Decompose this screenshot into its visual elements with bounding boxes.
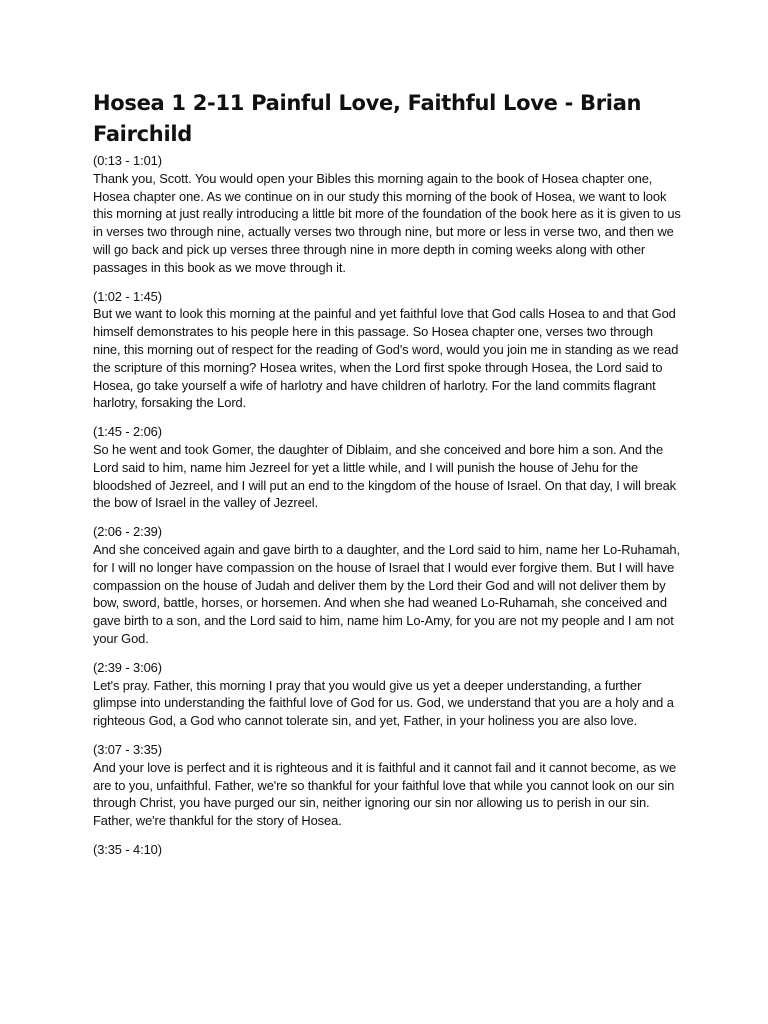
timestamp: (3:35 - 4:10) (93, 841, 162, 857)
timestamp: (3:07 - 3:35) (93, 741, 162, 757)
timestamp: (2:06 - 2:39) (93, 524, 162, 540)
transcript-paragraph: Thank you, Scott. You would open your Bibles this morning again to the book of Hosea chapter one, Hosea chapter one. As we continue on in our study this morning of the book of Hosea, we want to look this morning at just really introducing a little bit more of the foundation of the book here as it is given to us in verses two through nine, actually verses two through nine, but more or less in verse two, and then we will go back and pick up verses three through nine in more depth in coming weeks along with other passages in this book as we move through it. (93, 170, 681, 275)
transcript-paragraph: Let's pray. Father, this morning I pray that you would give us yet a deeper understanding, a further glimpse into understanding the faithful love of God for us. God, we understand that you are a holy and a righteous God, a God who cannot tolerate sin, and yet, Father, in your holiness you are also love. (93, 677, 674, 729)
timestamp: (0:13 - 1:01) (93, 153, 162, 168)
document-title: Hosea 1 2-11 Painful Love, Faithful Love - Brian Fairchild (93, 91, 642, 146)
transcript-paragraph: And she conceived again and gave birth to a daughter, and the Lord said to him, name her Lo-Ruhamah, for I will no longer have compassion on the house of Israel that I would ever forgive them. But I will have compassion on the house of Judah and deliver them by the Lord their God and will not deliver them by bow, sword, battle, horses, or horsemen. And when she had weaned Lo-Ruhamah, she conceived and gave birth to a son, and the Lord said to him, name him Lo-Amy, for you are not my people and I am not your God. (93, 541, 680, 646)
transcript-section (93, 523, 683, 648)
document-page (93, 88, 683, 870)
timestamp: (2:39 - 3:06) (93, 659, 162, 675)
transcript-section (93, 841, 683, 859)
transcript-paragraph: And your love is perfect and it is righteous and it is faithful and it cannot fail and it cannot become, as we are to you, unfaithful. Father, we're so thankful for your faithful love that while you cannot look on our sin through Christ, you have purged our sin, neither ignoring our sin nor allowing us to perish in our sin. Father, we're thankful for the story of Hosea. (93, 759, 677, 829)
transcript-section (93, 152, 683, 277)
transcript-section (93, 288, 683, 413)
transcript-section (93, 423, 683, 512)
transcript-section (93, 659, 683, 730)
timestamp: (1:02 - 1:45) (93, 288, 162, 304)
transcript-paragraph: But we want to look this morning at the painful and yet faithful love that God calls Hosea to and that God himself demonstrates to his people here in this passage. So Hosea chapter one, verses two through nine, this morning out of respect for the reading of God's word, would you join me in standing as we read the scripture of this morning? Hosea writes, when the Lord first spoke through Hosea, the Lord said to Hosea, go take yourself a wife of harlotry and have children of harlotry. For the land commits flagrant harlotry, forsaking the Lord. (93, 306, 679, 411)
transcript-section (93, 741, 683, 830)
transcript-paragraph: So he went and took Gomer, the daughter of Diblaim, and she conceived and bore him a son. And the Lord said to him, name him Jezreel for yet a little while, and I will punish the house of Jehu for the bloodshed of Jezreel, and I will put an end to the kingdom of the house of Israel. On that day, I will break the bow of Israel in the valley of Jezreel. (93, 441, 677, 511)
timestamp: (1:45 - 2:06) (93, 424, 162, 440)
